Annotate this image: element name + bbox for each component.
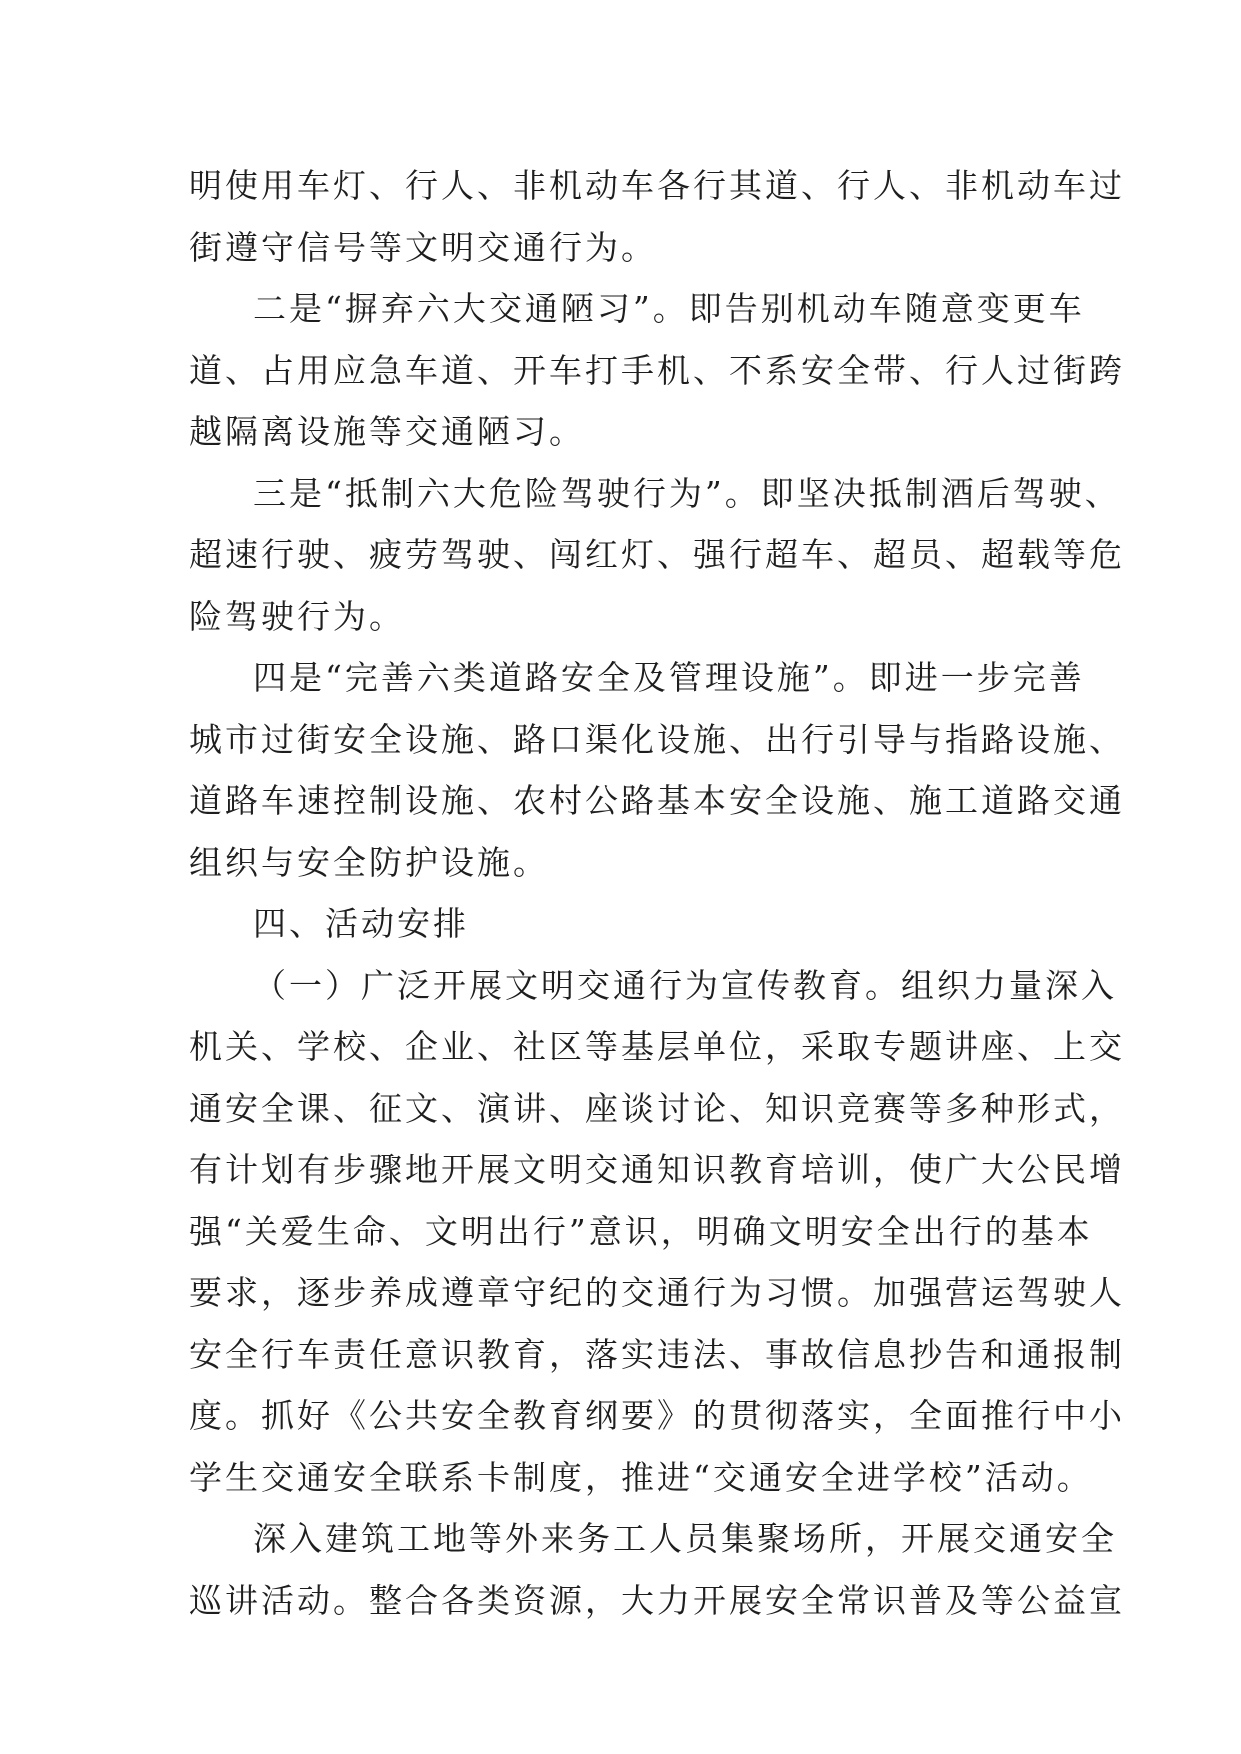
text-line-24: 巡讲活动。整合各类资源，大力开展安全常识普及等公益宣 [189,1580,1125,1620]
text-line-14: （一）广泛开展文明交通行为宣传教育。组织力量深入 [253,965,1117,1005]
text-line-20: 安全行车责任意识教育，落实违法、事故信息抄告和通报制 [189,1334,1125,1374]
text-line-19: 要求，逐步养成遵章守纪的交通行为习惯。加强营运驾驶人 [189,1273,1125,1312]
text-line-8: 险驾驶行为。 [189,596,405,636]
text-line-12: 组织与安全防护设施。 [189,842,549,882]
section-heading: 四、活动安排 [253,904,469,943]
text-line-3: 二是“摒弃六大交通陋习”。即告别机动车随意变更车 [253,289,1085,328]
text-line-21: 度。抓好《公共安全教育纲要》的贯彻落实，全面推行中小 [189,1396,1125,1435]
text-line-5: 越隔离设施等交通陋习。 [189,412,585,451]
text-line-2: 街遵守信号等文明交通行为。 [189,227,657,267]
text-line-18: 强“关爱生命、文明出行”意识，明确文明安全出行的基本 [189,1211,1093,1251]
text-line-15: 机关、学校、企业、社区等基层单位，采取专题讲座、上交 [189,1027,1125,1066]
text-line-7: 超速行驶、疲劳驾驶、闯红灯、强行超车、超员、超载等危 [189,535,1125,574]
text-line-17: 有计划有步骤地开展文明交通知识教育培训，使广大公民增 [189,1150,1125,1189]
text-line-6: 三是“抵制六大危险驾驶行为”。即坚决抵制酒后驾驶、 [253,473,1121,513]
text-line-9: 四是“完善六类道路安全及管理设施”。即进一步完善 [253,658,1085,697]
text-line-22: 学生交通安全联系卡制度，推进“交通安全进学校”活动。 [189,1457,1093,1497]
text-line-1: 明使用车灯、行人、非机动车各行其道、行人、非机动车过 [189,166,1125,205]
text-line-11: 道路车速控制设施、农村公路基本安全设施、施工道路交通 [189,781,1125,820]
text-line-10: 城市过街安全设施、路口渠化设施、出行引导与指路设施、 [189,719,1125,759]
text-line-23: 深入建筑工地等外来务工人员集聚场所，开展交通安全 [253,1519,1117,1558]
body-text [189,155,1125,1631]
text-line-4: 道、占用应急车道、开车打手机、不系安全带、行人过街跨 [189,350,1125,390]
text-line-16: 通安全课、征文、演讲、座谈讨论、知识竞赛等多种形式， [189,1088,1125,1128]
